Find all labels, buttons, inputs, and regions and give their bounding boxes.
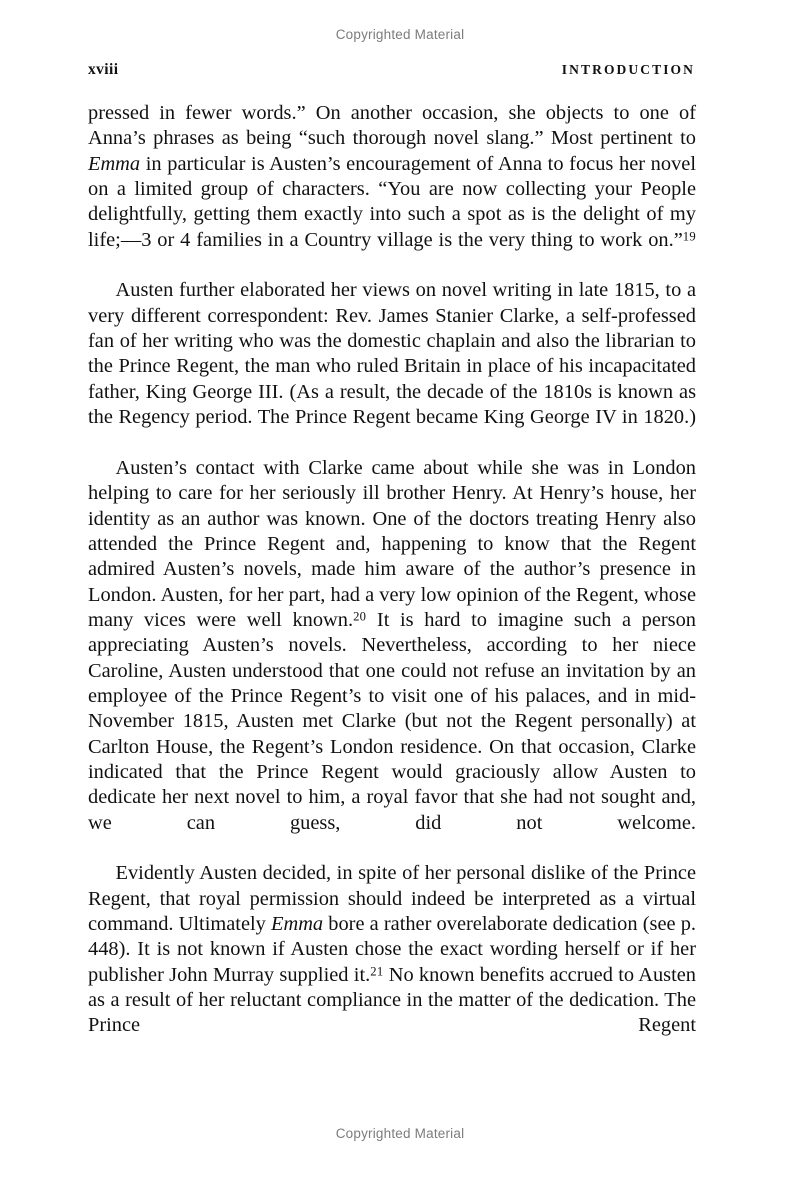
copyright-watermark-bottom: Copyrighted Material (335, 1126, 465, 1141)
body-text-block (88, 101, 696, 1064)
copyright-watermark-top: Copyrighted Material (335, 27, 465, 42)
running-head (88, 61, 695, 79)
italic-work-title: Emma (88, 152, 141, 175)
paragraph: Austen further elaborated her views on novel writing in late 1815, to a very different correspondent: Rev. James Stanier Clarke, a self-professed fan of her writing who was the domestic chaplain and also the librarian to the Prince Regent, the man who ruled Britain in place of his incapacitated father, King George III. (As a result, the decade of the 1810s is known as the Regency period. The Prince Regent became King George IV in 1820.) (88, 279, 696, 429)
chapter-running-title: INTRODUCTION (561, 62, 695, 77)
footnote-reference: 20 (353, 609, 367, 624)
italic-work-title: Emma (271, 913, 324, 935)
page-number: xviii (88, 61, 119, 78)
footnote-reference: 21 (370, 964, 384, 979)
paragraph: pressed in fewer words.” On another occasion, she objects to one of Anna’s phrases as being “such thorough novel slang.” Most pertinent to Emma in particular is Austen’s encouragement of Anna to focus her novel on a limited group of characters. “You are now collecting your People delightfully, getting them exactly into such a spot as is the delight of my life;—3 or 4 families in a Country village is the very thing to work on.”$^{19}$ (88, 102, 696, 251)
paragraph: Austen’s contact with Clarke came about while she was in London helping to care for her seriously ill brother Henry. At Henry’s house, her identity as an author was known. One of the doctors treating Henry also attended the Prince Regent and, happening to know that the Regent admired Austen’s novels, made him aware of the author’s presence in London. Austen, for her part, had a very low opinion of the Regent, whose many vices were well known.$^{20}$ It is hard to imagine such a person appreciating Austen’s novels. Nevertheless, according to her niece Caroline, Austen understood that one could not refuse an invitation by an employee of the Prince Regent’s to visit one of his palaces, and in mid-November 1815, Austen met Clarke (but not the Regent personally) at Carlton House, the Regent’s London residence. On that occasion, Clarke indicated that the Prince Regent would graciously allow Austen to dedicate her next novel to him, a royal favor that she had not sought and, we can guess, did not welcome. (88, 456, 696, 834)
footnote-reference: 19 (682, 229, 696, 244)
paragraph: Evidently Austen decided, in spite of her personal dislike of the Prince Regent, that royal permission should indeed be interpreted as a virtual command. Ultimately Emma bore a rather overelaborate dedication (see p. 448). It is not known if Austen chose the exact wording herself or if her publisher John Murray supplied it.$^{21}$ No known benefits accrued to Austen as a result of her reluctant compliance in the matter of the dedication. The Prince Regent (88, 862, 696, 1037)
